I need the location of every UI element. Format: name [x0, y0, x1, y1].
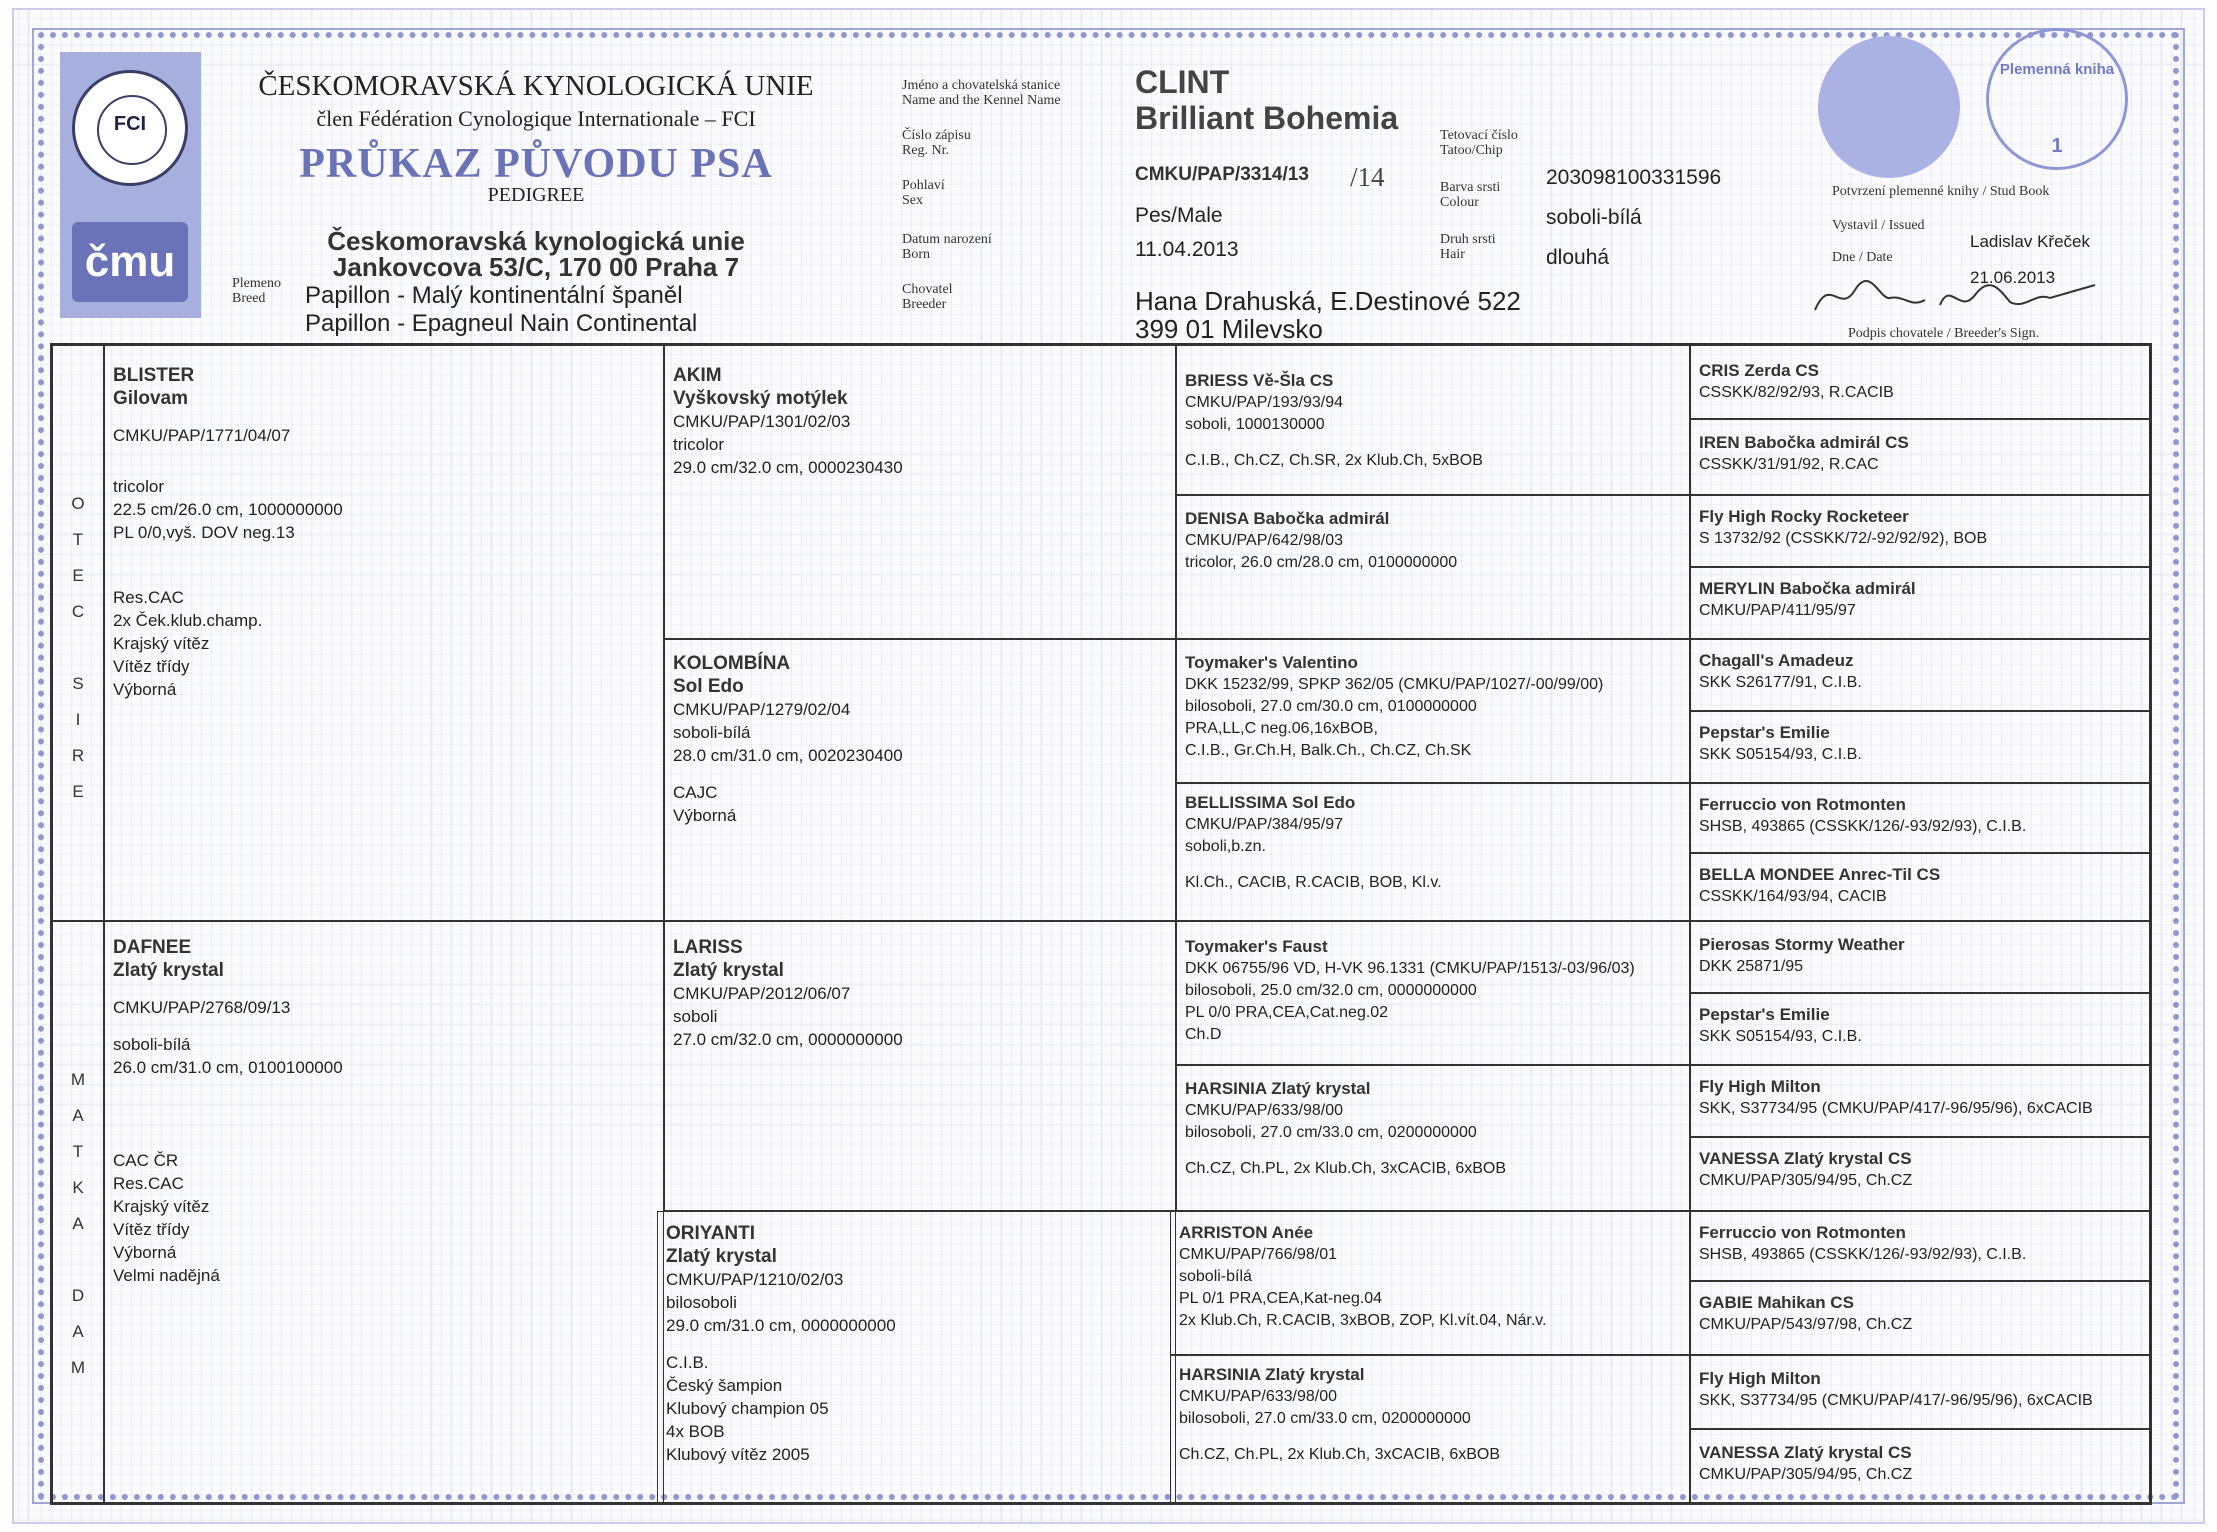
gen4-cell: Ferruccio von Rotmonten SHSB, 493865 (CSSKK/126/-93/92/93), C.I.B.: [1690, 1211, 2150, 1281]
gen4-cell: Pepstar's Emilie SKK S05154/93, C.I.B.: [1690, 993, 2150, 1065]
gen4-cell: Fly High Milton SKK, S37734/95 (CMKU/PAP/417/-96/95/96), 6xCACIB: [1690, 1065, 2150, 1137]
name-label: Jméno a chovatelská stanice Name and the Kennel Name: [902, 78, 1061, 108]
gen3-cell: ARRISTON Anée CMKU/PAP/766/98/01 soboli-bílá PL 0/1 PRA,CEA,Kat-neg.04 2x Klub.Ch, R.CACIB, 3xBOB, ZOP, Kl.vít.04, Nár.v.: [1170, 1211, 1690, 1355]
gen4-cell: Ferruccio von Rotmonten SHSB, 493865 (CSSKK/126/-93/92/93), C.I.B.: [1690, 783, 2150, 853]
reg-number: CMKU/PAP/3314/13: [1135, 164, 1309, 185]
gen4-cell: IREN Babočka admirál CS CSSKK/31/91/92, R.CAC: [1690, 419, 2150, 495]
address-line-2: Jankovcova 53/C, 170 00 Praha 7: [332, 252, 740, 282]
reg-label: Číslo zápisu Reg. Nr.: [902, 128, 971, 158]
born-label: Datum narození Born: [902, 232, 992, 262]
gen3-cell: Toymaker's Faust DKK 06755/96 VD, H-VK 96.1331 (CMKU/PAP/1513/-03/96/03) bilosoboli, 25.0 cm/32.0 cm, 0000000000 PL 0/0 PRA,CEA,Cat.neg.02 Ch.D: [1176, 921, 1690, 1065]
gen4-cell: VANESSA Zlatý krystal CS CMKU/PAP/305/94/95, Ch.CZ: [1690, 1137, 2150, 1211]
address-line-1: Českomoravská kynologická unie: [327, 226, 745, 256]
gen2-cell: KOLOMBÍNA Sol Edo CMKU/PAP/1279/02/04 soboli-bílá 28.0 cm/31.0 cm, 0020230400 CAJC Výborná: [664, 639, 1176, 921]
gen4-cell: VANESSA Zlatý krystal CS CMKU/PAP/305/94/95, Ch.CZ: [1690, 1429, 2150, 1503]
pedigree-table: [50, 343, 2152, 1505]
issue-date: 21.06.2013: [1970, 268, 2056, 287]
colour-label: Barva srsti Colour: [1440, 180, 1501, 210]
breeder-line-1: Hana Drahuská, E.Destinové 522: [1135, 286, 1521, 316]
round-stamp: Plemenná kniha 1: [1986, 28, 2128, 170]
tattoo-value: 203098100331596: [1546, 166, 1722, 189]
gen4-cell: Fly High Milton SKK, S37734/95 (CMKU/PAP/417/-96/95/96), 6xCACIB: [1690, 1355, 2150, 1429]
breed-cz: Papillon - Malý kontinentální španěl: [305, 282, 683, 309]
gen3-cell: HARSINIA Zlatý krystal CMKU/PAP/633/98/00 bilosoboli, 27.0 cm/33.0 cm, 0200000000 Ch.CZ, Ch.PL, 2x Klub.Ch, 3xCACIB, 6xBOB: [1170, 1355, 1690, 1503]
stud-book-stamp: [1818, 36, 1960, 178]
reg-suffix: /14: [1350, 162, 1385, 192]
gen2-cell: LARISS Zlatý krystal CMKU/PAP/2012/06/07 soboli 27.0 cm/32.0 cm, 0000000000: [664, 921, 1176, 1211]
breeder-signature: [1810, 270, 2100, 320]
breed-label: Plemeno Breed: [232, 276, 281, 306]
cmu-logo-mark: čmu: [72, 222, 188, 302]
gen4-cell: BELLA MONDEE Anrec-Til CS CSSKK/164/93/94, CACIB: [1690, 853, 2150, 921]
document-subtitle: PEDIGREE: [487, 184, 585, 206]
org-member-line: člen Fédération Cynologique Internationale – FCI: [316, 106, 756, 131]
signature-label: Podpis chovatele / Breeder's Sign.: [1848, 326, 2040, 341]
gen3-cell: BRIESS Vě-Šla CS CMKU/PAP/193/93/94 soboli, 1000130000 C.I.B., Ch.CZ, Ch.SR, 2x Klub.Ch, 5xBOB: [1176, 345, 1690, 495]
hair-value: dlouhá: [1546, 246, 1610, 269]
breed-fr: Papillon - Epagneul Nain Continental: [305, 310, 698, 337]
dam-side-label: M A T K A D A M: [52, 921, 104, 1503]
tattoo-label: Tetovací číslo Tatoo/Chip: [1440, 128, 1518, 158]
sire-cell: BLISTER Gilovam CMKU/PAP/1771/04/07 tricolor 22.5 cm/26.0 cm, 1000000000 PL 0/0,vyš. DOV neg.13 Res.CAC 2x Ček.klub.champ. Krajský vítěz Vítěz třídy Výborná: [104, 345, 664, 921]
fci-globe-icon: FCI: [72, 70, 188, 186]
issued-label: Vystavil / Issued: [1832, 218, 1925, 233]
gen3-cell: HARSINIA Zlatý krystal CMKU/PAP/633/98/00 bilosoboli, 27.0 cm/33.0 cm, 0200000000 Ch.CZ, Ch.PL, 2x Klub.Ch, 3xCACIB, 6xBOB: [1176, 1065, 1690, 1211]
colour-value: soboli-bílá: [1546, 206, 1642, 229]
breeder-line-2: 399 01 Milevsko: [1135, 314, 1323, 344]
breeder-label: Chovatel Breeder: [902, 282, 953, 312]
issued-by: Ladislav Křeček: [1970, 232, 2091, 251]
fci-cmu-logo: [60, 52, 201, 318]
org-name: ČESKOMORAVSKÁ KYNOLOGICKÁ UNIE: [258, 70, 814, 102]
document-title: PRŮKAZ PŮVODU PSA: [299, 141, 773, 187]
hair-label: Druh srsti Hair: [1440, 232, 1496, 262]
sire-side-label: O T E C S I R E: [52, 345, 104, 921]
gen4-cell: GABIE Mahikan CS CMKU/PAP/543/97/98, Ch.CZ: [1690, 1281, 2150, 1355]
gen4-cell: Pierosas Stormy Weather DKK 25871/95: [1690, 921, 2150, 993]
gen4-cell: CRIS Zerda CS CSSKK/82/92/93, R.CACIB: [1690, 345, 2150, 419]
gen4-cell: Chagall's Amadeuz SKK S26177/91, C.I.B.: [1690, 639, 2150, 711]
gen4-cell: MERYLIN Babočka admirál CMKU/PAP/411/95/97: [1690, 567, 2150, 639]
gen2-cell: AKIM Vyškovský motýlek CMKU/PAP/1301/02/03 tricolor 29.0 cm/32.0 cm, 0000230430: [664, 345, 1176, 639]
gen4-cell: Fly High Rocky Rocketeer S 13732/92 (CSSKK/72/-92/92/92), BOB: [1690, 495, 2150, 567]
gen3-cell: DENISA Babočka admirál CMKU/PAP/642/98/03 tricolor, 26.0 cm/28.0 cm, 0100000000: [1176, 495, 1690, 639]
sex-value: Pes/Male: [1135, 204, 1223, 227]
stud-book-label: Potvrzení plemenné knihy / Stud Book: [1832, 184, 2050, 199]
gen4-cell: Pepstar's Emilie SKK S05154/93, C.I.B.: [1690, 711, 2150, 783]
gen2-cell: ORIYANTI Zlatý krystal CMKU/PAP/1210/02/03 bilosoboli 29.0 cm/31.0 cm, 0000000000 C.I.B. Český šampion Klubový champion 05 4x BOB Klubový vítěz 2005: [657, 1211, 1176, 1503]
dam-cell: DAFNEE Zlatý krystal CMKU/PAP/2768/09/13 soboli-bílá 26.0 cm/31.0 cm, 0100100000 CAC ČR Res.CAC Krajský vítěz Vítěz třídy Výborná Velmi nadějná: [104, 921, 664, 1503]
dog-kennel: Brilliant Bohemia: [1135, 100, 1399, 136]
gen3-cell: Toymaker's Valentino DKK 15232/99, SPKP 362/05 (CMKU/PAP/1027/-00/99/00) bilosoboli, 27.0 cm/30.0 cm, 0100000000 PRA,LL,C neg.06,16xBOB, C.I.B., Gr.Ch.H, Balk.Ch., Ch.CZ, Ch.SK: [1176, 639, 1690, 783]
dog-name: CLINT: [1135, 64, 1230, 100]
gen3-cell: BELLISSIMA Sol Edo CMKU/PAP/384/95/97 soboli,b.zn. Kl.Ch., CACIB, R.CACIB, BOB, Kl.v.: [1176, 783, 1690, 921]
sex-label: Pohlaví Sex: [902, 178, 945, 208]
date-label: Dne / Date: [1832, 250, 1893, 265]
born-value: 11.04.2013: [1135, 238, 1239, 261]
